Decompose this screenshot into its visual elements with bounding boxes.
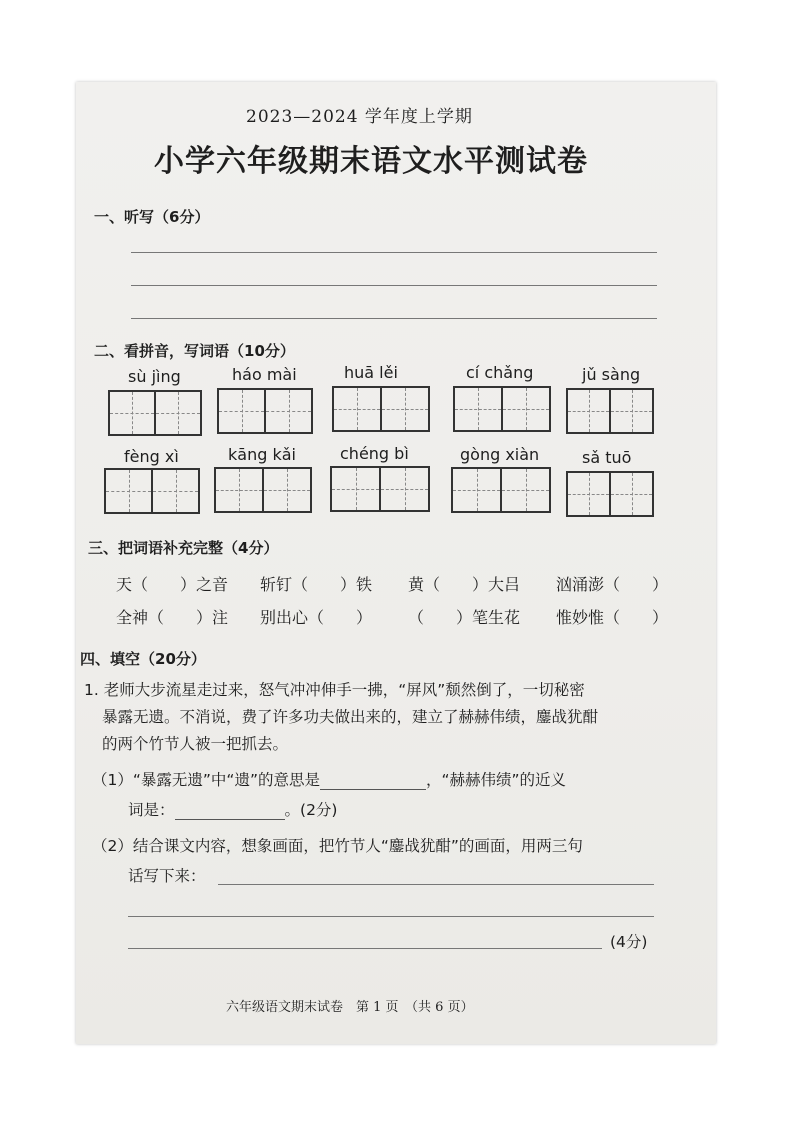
pinyin-label: háo mài (232, 365, 297, 384)
idiom-item[interactable]: （ ）笔生花 (408, 608, 521, 627)
idiom-item[interactable]: 惟妙惟（ ） (556, 608, 669, 627)
dictation-line-1[interactable] (131, 252, 657, 253)
question-1-text-c: 词是： (128, 801, 175, 819)
question-2-score: (4分) (610, 933, 648, 951)
writing-grid[interactable] (108, 390, 202, 436)
exam-title: 小学六年级期末语文水平测试卷 (154, 144, 588, 179)
writing-grid[interactable] (566, 388, 654, 434)
section3-heading: 三、把词语补充完整（4分） (88, 539, 279, 557)
idiom-item[interactable]: 斩钉（ ）铁 (260, 575, 373, 594)
idiom-item[interactable]: 汹涌澎（ ） (556, 575, 669, 594)
answer-line-2[interactable] (128, 916, 654, 917)
pinyin-label: fèng xì (124, 447, 179, 466)
idiom-item[interactable]: 黄（ ）大吕 (408, 575, 521, 594)
writing-grid[interactable] (214, 467, 312, 513)
pinyin-label: sǎ tuō (582, 448, 632, 467)
question-1 (92, 768, 566, 790)
section1-heading: 一、听写（6分） (94, 208, 210, 226)
question-1-text-b: ，“赫赫伟绩”的近义 (425, 771, 567, 789)
dictation-line-2[interactable] (131, 285, 657, 286)
writing-grid[interactable] (453, 386, 551, 432)
writing-grid[interactable] (104, 468, 200, 514)
question-1-text-d: 。(2分) (284, 801, 338, 819)
pinyin-label: chéng bì (340, 444, 409, 463)
pinyin-label: jǔ sàng (582, 365, 641, 384)
exam-paper (76, 82, 716, 1044)
question-1-text-a: （1）“暴露无遗”中“遗”的意思是 (92, 771, 320, 789)
writing-grid[interactable] (566, 471, 654, 517)
pinyin-label: cí chǎng (466, 363, 534, 382)
answer-line-3[interactable] (128, 948, 602, 949)
pinyin-label: sù jìng (128, 367, 181, 386)
pinyin-label: gòng xiàn (460, 445, 540, 464)
question-1-continued (128, 798, 337, 820)
pinyin-label: huā lěi (344, 363, 398, 382)
writing-grid[interactable] (330, 466, 430, 512)
writing-grid[interactable] (451, 467, 551, 513)
answer-line-1[interactable] (218, 884, 654, 885)
passage-line: 1. 老师大步流星走过来，怒气冲冲伸手一拂，“屏风”颓然倒了，一切秘密 (84, 681, 585, 699)
pinyin-label: kāng kǎi (228, 445, 296, 464)
section4-heading: 四、填空（20分） (80, 650, 206, 668)
idiom-item[interactable]: 天（ ）之音 (116, 575, 229, 594)
idiom-item[interactable]: 别出心（ ） (260, 608, 373, 627)
dictation-line-3[interactable] (131, 318, 657, 319)
writing-grid[interactable] (217, 388, 313, 434)
passage-line: 的两个竹节人被一把抓去。 (102, 735, 289, 753)
idiom-item[interactable]: 全神（ ）注 (116, 608, 229, 627)
school-year-line: 2023—2024 学年度上学期 (246, 107, 473, 127)
answer-blank-2[interactable] (175, 801, 285, 820)
section2-heading: 二、看拼音，写词语（10分） (94, 342, 295, 360)
page-footer: 六年级语文期末试卷 第 1 页 （共 6 页） (226, 1000, 474, 1015)
question-2: （2）结合课文内容，想象画面，把竹节人“鏖战犹酣”的画面，用两三句 (92, 837, 583, 855)
passage-line: 暴露无遗。不消说，费了许多功夫做出来的，建立了赫赫伟绩，鏖战犹酣 (102, 708, 599, 726)
answer-blank-1[interactable] (320, 771, 426, 790)
question-2-continued: 话写下来： (128, 867, 206, 885)
writing-grid[interactable] (332, 386, 430, 432)
